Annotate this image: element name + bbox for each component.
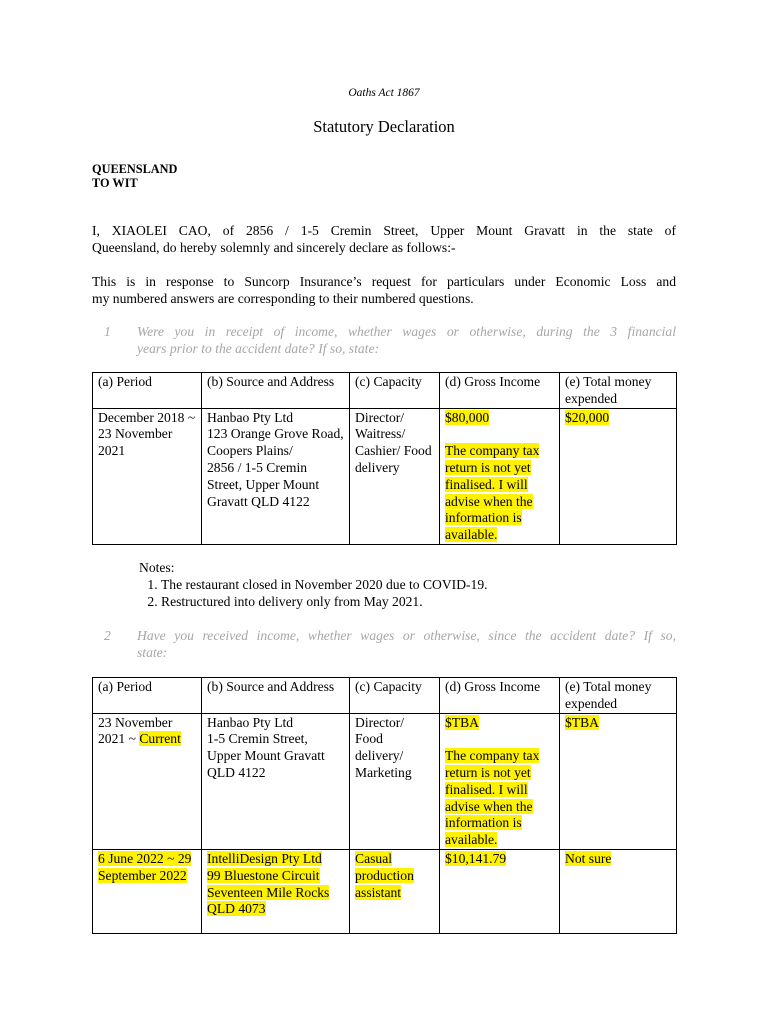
gross-value: $10,141.79 [445,850,507,866]
note-item: 2. Restructured into delivery only from May 2021. [161,593,488,610]
jurisdiction-to-wit: TO WIT [92,176,138,190]
question-2-line-1: Have you received income, whether wages or otherwise, since the accident date? If so, [137,628,676,643]
capacity-value: Casual production assistant [355,850,414,900]
notes [139,559,488,610]
source-suburb: Seventeen Mile Rocks [207,884,330,900]
cell-total [560,408,677,544]
notes-heading: Notes: [139,560,175,575]
cell-source [202,408,350,544]
question-1-number: 1 [104,324,111,339]
declarant-paragraph [92,222,676,256]
header-gross: (d) Gross Income [440,373,560,409]
act-reference: Oaths Act 1867 [348,87,420,99]
income-table-since [92,677,677,934]
cell-source [202,713,350,849]
header-total: (e) Total money expended [560,373,677,409]
header-source: (b) Source and Address [202,373,350,409]
question-1-line-2: years prior to the accident date? If so, state: [137,341,379,356]
source-company: Hanbao Pty Ltd [207,714,294,730]
cell-source [202,849,350,933]
source-company: Hanbao Pty Ltd [207,409,294,425]
gross-note: The company tax return is not yet finalised. I will advise when the information is available. [445,443,540,543]
header-period: (a) Period [93,678,202,714]
cell-gross [440,849,560,933]
table-header-row [93,678,677,714]
cell-total [560,849,677,933]
header-period: (a) Period [93,373,202,409]
total-value: $TBA [565,714,599,730]
question-2-number: 2 [104,628,111,643]
cell-gross [440,713,560,849]
source-state: QLD 4073 [207,901,266,917]
declarant-line-1: I, XIAOLEI CAO, of 2856 / 1-5 Cremin Street, Upper Mount Gravatt in the state of [92,223,676,238]
gross-value: $TBA [445,714,479,730]
question-1-line-1: Were you in receipt of income, whether wages or otherwise, during the 3 financial [137,324,676,339]
source-address-1: 123 Orange Grove Road, Coopers Plains/ [207,426,344,459]
question-1 [104,323,676,359]
header-capacity: (c) Capacity [350,373,440,409]
cell-period [93,713,202,849]
cell-capacity: Director/ Food delivery/ Marketing [350,713,440,849]
header-capacity: (c) Capacity [350,678,440,714]
source-company: IntelliDesign Pty Ltd [207,850,322,866]
response-line-2: my numbered answers are corresponding to their numbered questions. [92,291,474,306]
total-value: Not sure [565,850,612,866]
jurisdiction-state: QUEENSLAND [92,162,178,176]
gross-note: The company tax return is not yet finalised. I will advise when the information is available. [445,748,540,848]
question-2-line-2: state: [137,645,168,660]
question-2 [104,627,676,663]
response-line-1: This is in response to Suncorp Insurance’s request for particulars under Economic Loss and [92,274,676,289]
income-table-prior [92,372,677,545]
table-header-row [93,373,677,409]
cell-total [560,713,677,849]
table-row [93,849,677,933]
header-gross: (d) Gross Income [440,678,560,714]
cell-gross [440,408,560,544]
gross-value: $80,000 [445,409,490,425]
table-row [93,713,677,849]
header-source: (b) Source and Address [202,678,350,714]
source-address-2: 2856 / 1-5 Cremin Street, Upper Mount Gravatt QLD 4122 [207,459,320,509]
declarant-line-2: Queensland, do hereby solemnly and sincerely declare as follows:- [92,240,456,255]
document-title: Statutory Declaration [313,117,455,136]
total-value: $20,000 [565,409,610,425]
cell-capacity: Director/ Waitress/ Cashier/ Food delivery [350,408,440,544]
cell-capacity [350,849,440,933]
note-item: 1. The restaurant closed in November 2020 due to COVID-19. [161,576,488,593]
period-start: 23 November 2021 ~ [98,714,173,747]
table-row [93,408,677,544]
period-value: 6 June 2022 ~ 29 September 2022 [98,850,192,883]
cell-period [93,849,202,933]
notes-list [139,576,488,610]
header-total: (e) Total money expended [560,678,677,714]
source-address: 1-5 Cremin Street, Upper Mount Gravatt QLD 4122 [207,731,325,780]
jurisdiction [92,162,177,190]
cell-period: December 2018 ~ 23 November 2021 [93,408,202,544]
source-street: 99 Bluestone Circuit [207,867,320,883]
period-current: Current [139,731,181,747]
response-paragraph [92,273,676,307]
